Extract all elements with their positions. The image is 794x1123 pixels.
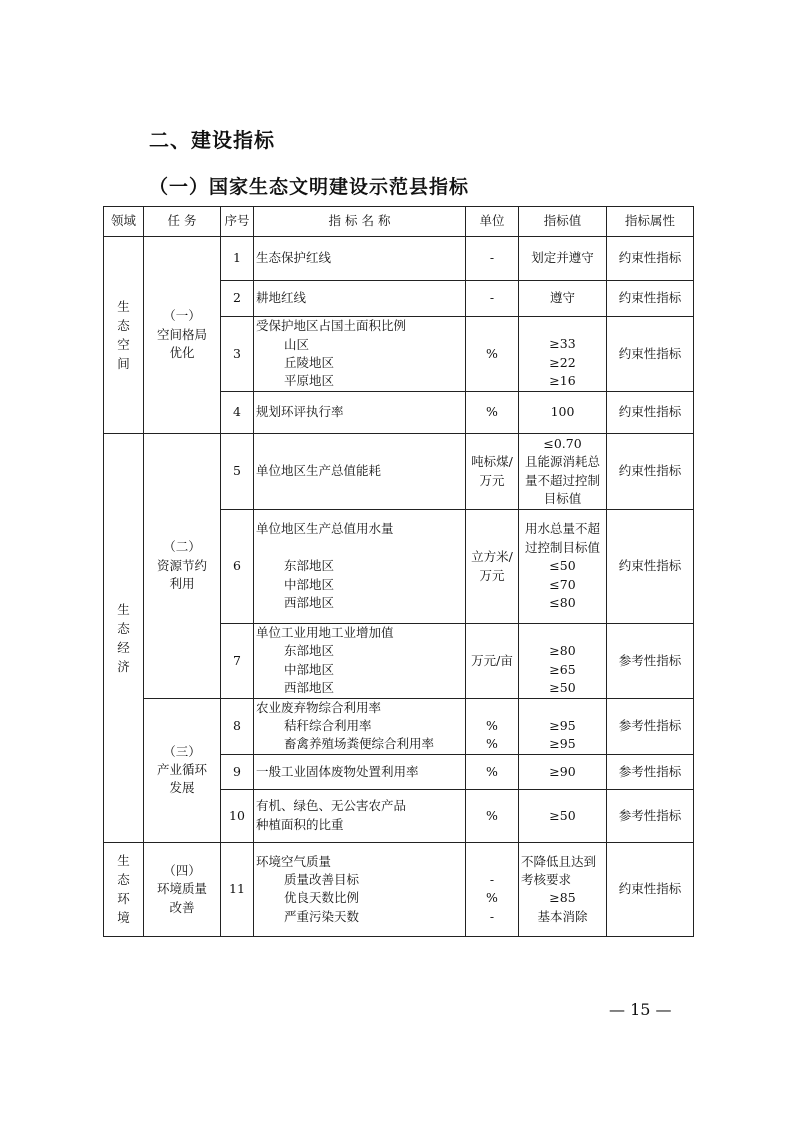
value-cell: 用水总量不超 过控制目标值 ≤50 ≤70 ≤80 [519, 510, 607, 624]
section-heading: 二、建设指标 [149, 128, 275, 152]
value-cell: ≥80 ≥65 ≥50 [519, 624, 607, 699]
value-cell: ≥33 ≥22 ≥16 [519, 317, 607, 392]
unit-cell: % % [466, 698, 519, 754]
attribute-cell: 参考性指标 [607, 754, 694, 789]
row-number: 7 [221, 624, 254, 699]
unit-cell: - [466, 237, 519, 281]
attribute-cell: 约束性指标 [607, 842, 694, 936]
subsection-heading: （一）国家生态文明建设示范县指标 [149, 176, 470, 198]
attribute-cell: 约束性指标 [607, 281, 694, 317]
page-number: — 15 — [609, 1000, 672, 1019]
indicator-name: 单位地区生产总值用水量 东部地区 中部地区 西部地区 [254, 510, 466, 624]
indicator-name: 规划环评执行率 [254, 392, 466, 434]
attribute-cell: 参考性指标 [607, 624, 694, 699]
indicator-name: 农业废弃物综合利用率 秸秆综合利用率 畜禽养殖场粪便综合利用率 [254, 698, 466, 754]
indicator-name: 生态保护红线 [254, 237, 466, 281]
table-row [104, 434, 694, 510]
value-cell: 遵守 [519, 281, 607, 317]
attribute-cell: 约束性指标 [607, 317, 694, 392]
row-number: 5 [221, 434, 254, 510]
indicator-name: 有机、绿色、无公害农产品 种植面积的比重 [254, 789, 466, 842]
value-cell: ≥95 ≥95 [519, 698, 607, 754]
indicator-table [103, 206, 694, 937]
value-cell: ≥50 [519, 789, 607, 842]
domain-cell: 生 态 环 境 [104, 842, 144, 936]
unit-cell: % [466, 392, 519, 434]
row-number: 11 [221, 842, 254, 936]
table-row [104, 237, 694, 281]
row-number: 8 [221, 698, 254, 754]
value-cell: 不降低且达到 考核要求 ≥85 基本消除 [519, 842, 607, 936]
domain-cell: 生 态 经 济 [104, 434, 144, 843]
attribute-cell: 约束性指标 [607, 510, 694, 624]
unit-cell: % [466, 789, 519, 842]
unit-cell: % [466, 317, 519, 392]
unit-cell: 立方米/ 万元 [466, 510, 519, 624]
attribute-cell: 参考性指标 [607, 789, 694, 842]
row-number: 1 [221, 237, 254, 281]
domain-cell: 生 态 空 间 [104, 237, 144, 434]
value-cell: ≤0.70 且能源消耗总 量不超过控制 目标值 [519, 434, 607, 510]
column-header: 指标属性 [607, 207, 694, 237]
table-header-row [104, 207, 694, 237]
indicator-name: 一般工业固体废物处置利用率 [254, 754, 466, 789]
indicator-name: 耕地红线 [254, 281, 466, 317]
row-number: 10 [221, 789, 254, 842]
unit-cell: - [466, 281, 519, 317]
indicator-name: 单位工业用地工业增加值 东部地区 中部地区 西部地区 [254, 624, 466, 699]
column-header: 单位 [466, 207, 519, 237]
task-cell: （二） 资源节约 利用 [144, 434, 221, 699]
attribute-cell: 约束性指标 [607, 434, 694, 510]
unit-cell: - % - [466, 842, 519, 936]
task-cell: （四） 环境质量 改善 [144, 842, 221, 936]
task-cell: （三） 产业循环 发展 [144, 698, 221, 842]
column-header: 任 务 [144, 207, 221, 237]
column-header: 领域 [104, 207, 144, 237]
column-header: 序号 [221, 207, 254, 237]
attribute-cell: 参考性指标 [607, 698, 694, 754]
row-number: 3 [221, 317, 254, 392]
row-number: 2 [221, 281, 254, 317]
table-row [104, 842, 694, 936]
task-cell: （一） 空间格局 优化 [144, 237, 221, 434]
indicator-name: 单位地区生产总值能耗 [254, 434, 466, 510]
indicator-name: 受保护地区占国土面积比例 山区 丘陵地区 平原地区 [254, 317, 466, 392]
value-cell: 划定并遵守 [519, 237, 607, 281]
table-row [104, 698, 694, 754]
row-number: 4 [221, 392, 254, 434]
attribute-cell: 约束性指标 [607, 237, 694, 281]
indicator-name: 环境空气质量 质量改善目标 优良天数比例 严重污染天数 [254, 842, 466, 936]
row-number: 9 [221, 754, 254, 789]
column-header: 指 标 名 称 [254, 207, 466, 237]
unit-cell: % [466, 754, 519, 789]
value-cell: ≥90 [519, 754, 607, 789]
column-header: 指标值 [519, 207, 607, 237]
unit-cell: 吨标煤/ 万元 [466, 434, 519, 510]
attribute-cell: 约束性指标 [607, 392, 694, 434]
value-cell: 100 [519, 392, 607, 434]
unit-cell: 万元/亩 [466, 624, 519, 699]
row-number: 6 [221, 510, 254, 624]
